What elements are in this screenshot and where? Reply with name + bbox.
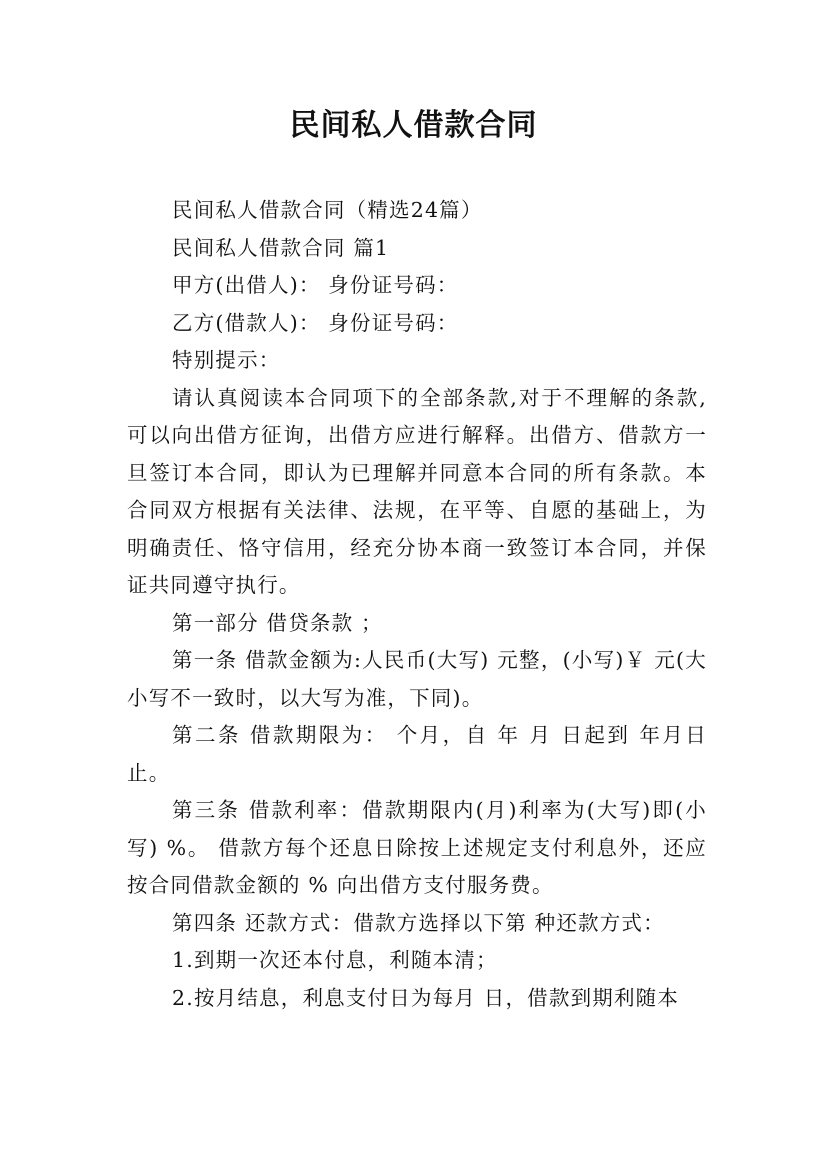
notice-paragraph: 请认真阅读本合同项下的全部条款,对于不理解的条款,可以向出借方征询，出借方应进行解释。出借方、借款方一旦签订本合同，即认为已理解并同意本合同的所有条款。本合同双方根据有关法律、法规，在平等、自愿的基础上，为明确责任、恪守信用，经充分协本商一致签订本合同，并保证共同遵守执行。 [127, 385, 707, 597]
subtitle-line: 民间私人借款合同（精选24篇） [172, 198, 483, 222]
article-one: 第一条 借款金额为:人民币(大写) 元整，(小写)￥ 元(大小写不一致时，以大写为准，下同)。 [127, 648, 707, 710]
repayment-option-1: 1.到期一次还本付息，利随本清； [172, 948, 498, 972]
article-three: 第三条 借款利率：借款期限内(月)利率为(大写)即(小写) %。 借款方每个还息日除按上述规定支付利息外，还应按合同借款金额的 % 向出借方支付服务费。 [127, 798, 707, 897]
article-two: 第二条 借款期限为： 个月，自 年 月 日起到 年月日止。 [127, 723, 707, 785]
section-heading: 民间私人借款合同 篇1 [172, 235, 390, 260]
document-body [127, 192, 707, 1017]
article-four: 第四条 还款方式：借款方选择以下第 种还款方式： [172, 910, 665, 935]
part-one-heading: 第一部分 借贷条款 ； [172, 610, 383, 635]
document-title: 民间私人借款合同 [289, 108, 538, 143]
repayment-option-2: 2.按月结息，利息支付日为每月 日，借款到期利随本 [172, 985, 680, 1010]
special-notice-label: 特别提示： [172, 348, 281, 372]
party-a-line: 甲方(出借人)： 身份证号码： [172, 273, 459, 297]
party-b-line: 乙方(借款人)： 身份证号码： [172, 310, 459, 335]
